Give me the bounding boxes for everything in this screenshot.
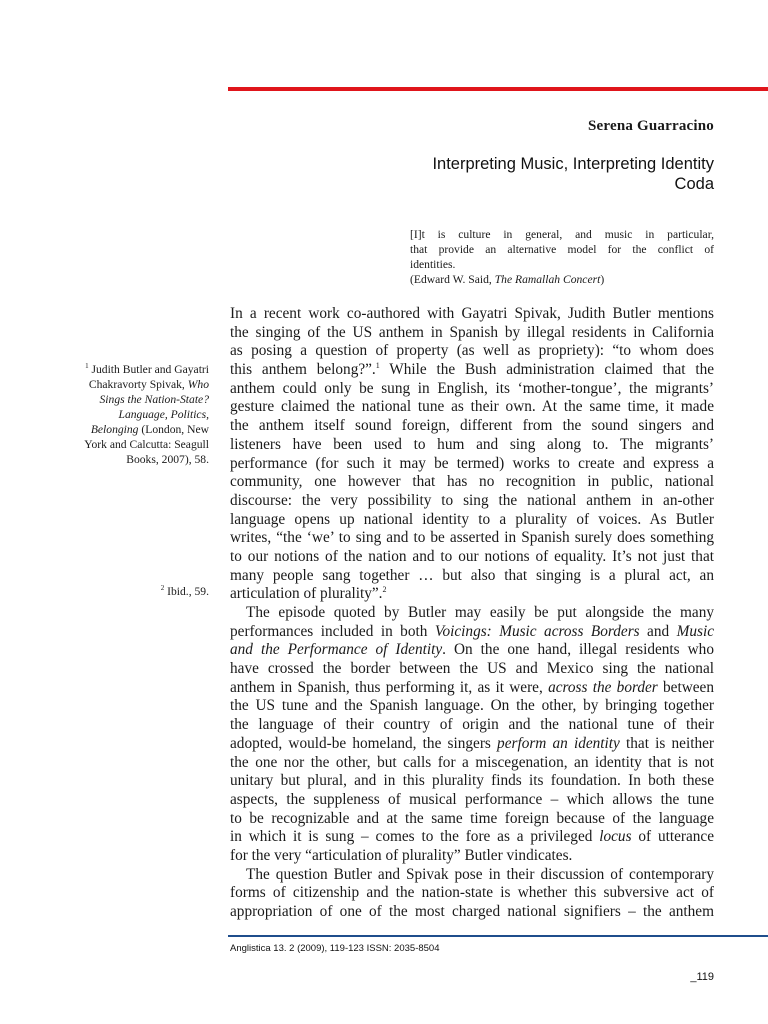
text-line: as posing a question of property (as well as propriety): “to whom does <box>230 342 714 360</box>
article-body <box>230 305 714 922</box>
footnote-number: 2 <box>160 584 165 593</box>
text-line: adopted, would-be homeland, the singers perform an identity that is neither <box>230 734 714 752</box>
text-line: The episode quoted by Butler may easily be put alongside the many <box>246 604 714 621</box>
journal-citation: Anglistica 13. 2 (2009), 119-123 ISSN: 2035-8504 <box>230 943 440 954</box>
text-line: The question Butler and Spivak pose in their discussion of contemporary <box>246 865 714 883</box>
text-line: performances included in both Voicings: Music across Borders and Music <box>230 622 714 640</box>
text-line: anthem could only be sung in English, its ‘mother-tongue’, the migrants’ <box>230 379 714 397</box>
footnote-text: Books, 2007), 58. <box>126 453 209 466</box>
emphasis-text: Music <box>676 622 714 640</box>
text-line: the one nor the other, but calls for a miscegenation, an identity that is not <box>230 753 714 771</box>
footnote-1 <box>84 362 209 467</box>
epigraph-line: [I]t is culture in general, and music in particular, <box>410 228 714 241</box>
text-line: the anthem itself sound foreign, different from the sound singers and <box>230 417 714 435</box>
epigraph-source-suffix: ) <box>600 273 605 286</box>
article-author: Serena Guarracino <box>587 118 714 134</box>
text-line: have crossed the border between the US and Mexico sing the national <box>230 660 714 678</box>
epigraph-line: identities. <box>410 258 456 271</box>
text-line: in which it is sung – comes to the fore as a privileged locus of utterance <box>230 828 714 846</box>
text-line: articulation of plurality”.$^2$ <box>230 585 387 603</box>
epigraph-source <box>410 272 714 287</box>
text-line: forms of citizenship and the nation-state is whether this subversive act of <box>230 884 714 902</box>
paragraph-2 <box>230 604 714 866</box>
text-line: listeners have been used to hum and sing along to. The migrants’ <box>230 435 714 453</box>
footnote-book-title: Who <box>187 378 209 391</box>
text-line: to our notions of the nation and to our notions of equality. It’s not just that <box>230 547 714 565</box>
text-line: and the Performance of Identity. On the one hand, illegal residents who <box>230 641 714 659</box>
text-line: unitary but plural, and in this plurality finds its foundation. In both these <box>230 772 714 790</box>
text-line: performance (for such it may be termed) works to create and express a <box>230 454 714 472</box>
text-line: many people sang together … but also that singing is a plural act, an <box>230 566 714 584</box>
text-line: discourse: the very possibility to sing the national anthem in an-other <box>230 491 714 509</box>
footnote-text: York and Calcutta: Seagull <box>84 438 209 451</box>
footnote-number: 1 <box>85 362 89 371</box>
text-line: the singing of the US anthem in Spanish by illegal residents in California <box>230 323 714 341</box>
title-line-2: Coda <box>674 175 714 193</box>
emphasis-text: locus <box>599 828 632 846</box>
text-line: community, one however that has no recognition in public, national <box>230 473 714 491</box>
text-line: aspects, the suppleness of musical performance – which allows the tune <box>230 790 714 808</box>
emphasis-text: and the Performance of Identity <box>230 641 443 659</box>
text-line: the language of their country of origin and the national tune of their <box>230 716 714 734</box>
epigraph-line: that provide an alternative model for the conflict of <box>410 243 714 256</box>
footnote-marker[interactable]: 1 <box>375 360 380 370</box>
text-line: appropriation of one of the most charged national signifiers – the anthem <box>230 903 714 920</box>
paragraph-1 <box>230 305 714 604</box>
text-line: for the very “articulation of plurality” Butler vindicates. <box>230 846 573 864</box>
paragraph-3 <box>230 866 714 922</box>
footnote-text: (London, New <box>138 423 209 436</box>
footnote-text: Ibid., 59. <box>167 585 209 598</box>
text-line: to be recognizable and at the same time foreign because of the language <box>230 809 714 827</box>
text-line: the US tune and the Spanish language. On the other, by bringing together <box>230 697 714 715</box>
footnote-2 <box>161 584 209 599</box>
footnote-book-title: Sings the Nation-State? <box>99 393 209 406</box>
footnote-book-title: Language, Politics, <box>118 408 209 421</box>
text-line: language opens up national identity to a plurality of voices. As Butler <box>230 510 714 528</box>
article-title <box>354 154 714 194</box>
text-line: this anthem belong?”.$^1$ While the Bush administration claimed that the <box>230 360 715 379</box>
text-line: writes, “the ‘we’ to sing and to be asserted in Spanish surely does something <box>230 529 714 547</box>
footnote-text: Judith Butler and Gayatri <box>91 363 209 376</box>
epigraph-source-prefix: (Edward W. Said, <box>410 273 495 286</box>
footnote-marker[interactable]: 2 <box>382 585 387 595</box>
footnote-book-title: Belonging <box>90 423 139 436</box>
page-number: _119 <box>690 971 714 983</box>
header-red-rule <box>228 87 768 91</box>
text-line: In a recent work co-authored with Gayatri Spivak, Judith Butler mentions <box>230 305 714 322</box>
footnote-text: Chakravorty Spivak, <box>88 378 188 391</box>
epigraph <box>410 227 714 287</box>
emphasis-text: perform an identity <box>497 734 620 752</box>
emphasis-text: Voicings: Music across Borders <box>434 622 640 640</box>
title-line-1: Interpreting Music, Interpreting Identity <box>432 155 714 173</box>
epigraph-source-title: The Ramallah Concert <box>494 273 601 286</box>
text-line: gesture claimed the national tune as their own. At the same time, it made <box>230 398 714 416</box>
footer-blue-rule <box>228 935 768 937</box>
emphasis-text: across the border <box>548 678 658 696</box>
text-line: anthem in Spanish, thus performing it, as it were, across the border between <box>230 678 714 696</box>
